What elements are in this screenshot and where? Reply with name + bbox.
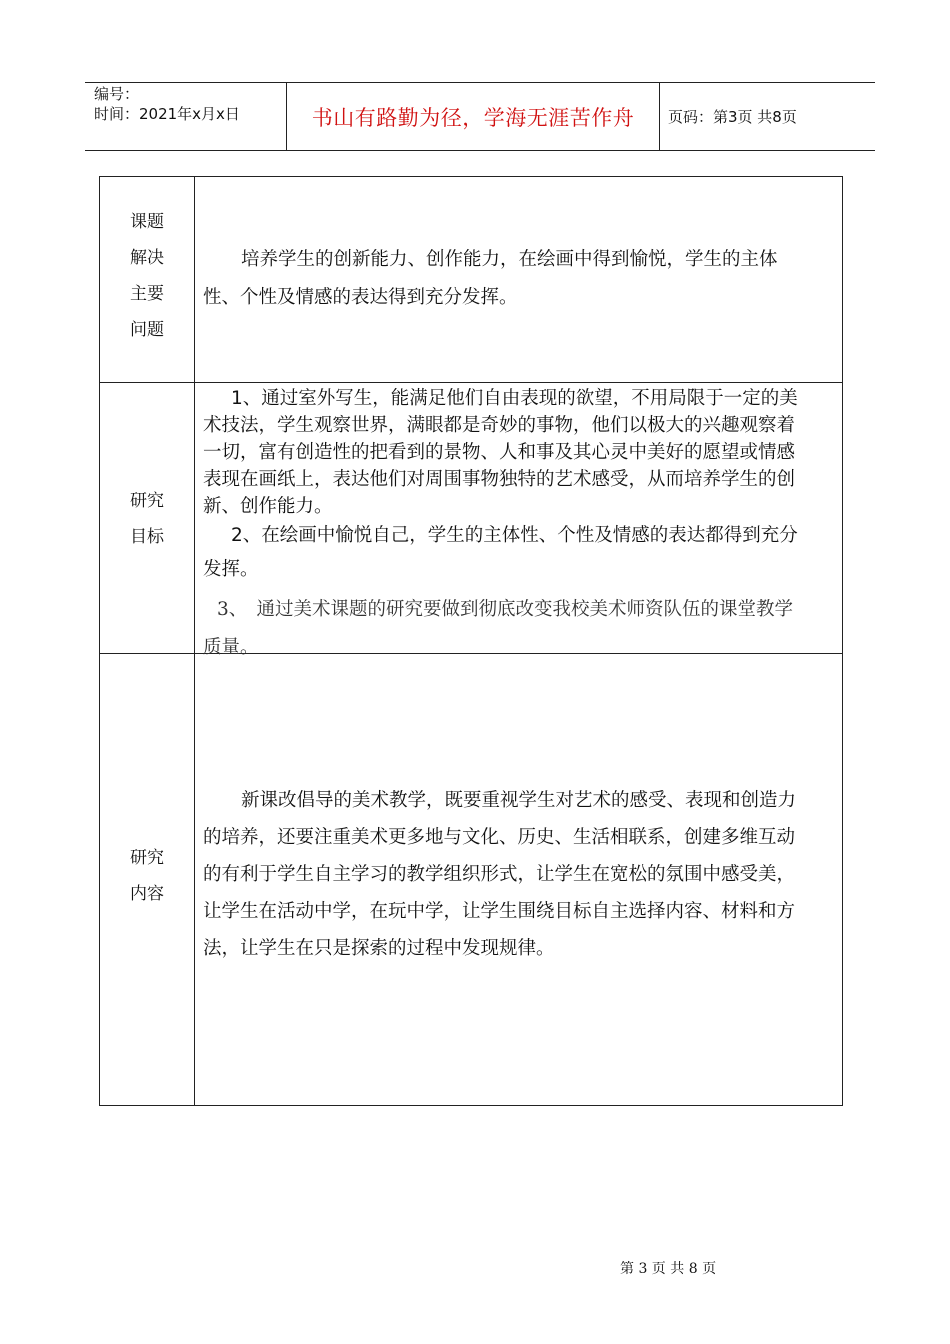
document-number-label: 编号：: [94, 85, 140, 103]
row-label-cell: [100, 177, 195, 382]
header-bottom-rule: [85, 150, 875, 151]
content-line: 发挥。: [203, 559, 259, 580]
content-line: 3、 通过美术课题的研究要做到彻底改变我校美术师资队伍的课堂教学: [217, 599, 794, 620]
table-row-goals: [100, 383, 842, 658]
content-line: 的培养，还要注重美术更多地与文化、历史、生活相联系，创建多维互动: [203, 827, 796, 848]
header-motto: [287, 83, 659, 150]
row-label: 课题 解决 主要 问题: [130, 212, 164, 340]
content-line: 2、在绘画中愉悦自己，学生的主体性、个性及情感的表达都得到充分: [231, 525, 798, 546]
content-line: 性、个性及情感的表达得到充分发挥。: [203, 287, 518, 308]
table-row-content: [100, 654, 842, 1105]
motto-text: 书山有路勤为径，学海无涯苦作舟: [311, 105, 635, 130]
row-label-cell: [100, 383, 195, 653]
row-content: [203, 385, 839, 666]
content-line: 让学生在活动中学，在玩中学，让学生围绕目标自主选择内容、材料和方: [203, 901, 796, 922]
research-table: [99, 176, 843, 1106]
page-footer: 第 3 页 共 8 页: [620, 1261, 717, 1277]
content-line: 表现在画纸上，表达他们对周围事物独特的艺术感受，从而培养学生的创: [203, 469, 796, 490]
header-divider-right: [659, 82, 660, 150]
content-line: 新、创作能力。: [203, 496, 333, 517]
content-line: 一切，富有创造性的把看到的景物、人和事及其心灵中美好的愿望或情感: [203, 442, 796, 463]
content-line: 1、通过室外写生，能满足他们自由表现的欲望，不用局限于一定的美: [231, 388, 798, 409]
content-line: 质量。: [203, 637, 259, 658]
content-line: 法，让学生在只是探索的过程中发现规律。: [203, 938, 555, 959]
row-content: [203, 241, 839, 317]
content-line: 新课改倡导的美术教学，既要重视学生对艺术的感受、表现和创造力: [241, 790, 797, 811]
content-line: 的有利于学生自主学习的教学组织形式，让学生在宽松的氛围中感受美，: [203, 864, 796, 885]
document-date-label: 时间：2021年x月x日: [94, 105, 240, 123]
header-page-info: 页码：第3页 共8页: [668, 108, 797, 126]
table-row-problems: [100, 177, 842, 383]
header-meta: [94, 84, 240, 124]
content-line: 培养学生的创新能力、创作能力，在绘画中得到愉悦，学生的主体: [241, 249, 778, 270]
row-label-cell: [100, 654, 195, 1105]
content-line: 术技法，学生观察世界，满眼都是奇妙的事物，他们以极大的兴趣观察着: [203, 415, 796, 436]
row-content: [203, 782, 839, 967]
row-label: 研究 目标: [130, 491, 164, 547]
row-label: 研究 内容: [130, 848, 164, 904]
